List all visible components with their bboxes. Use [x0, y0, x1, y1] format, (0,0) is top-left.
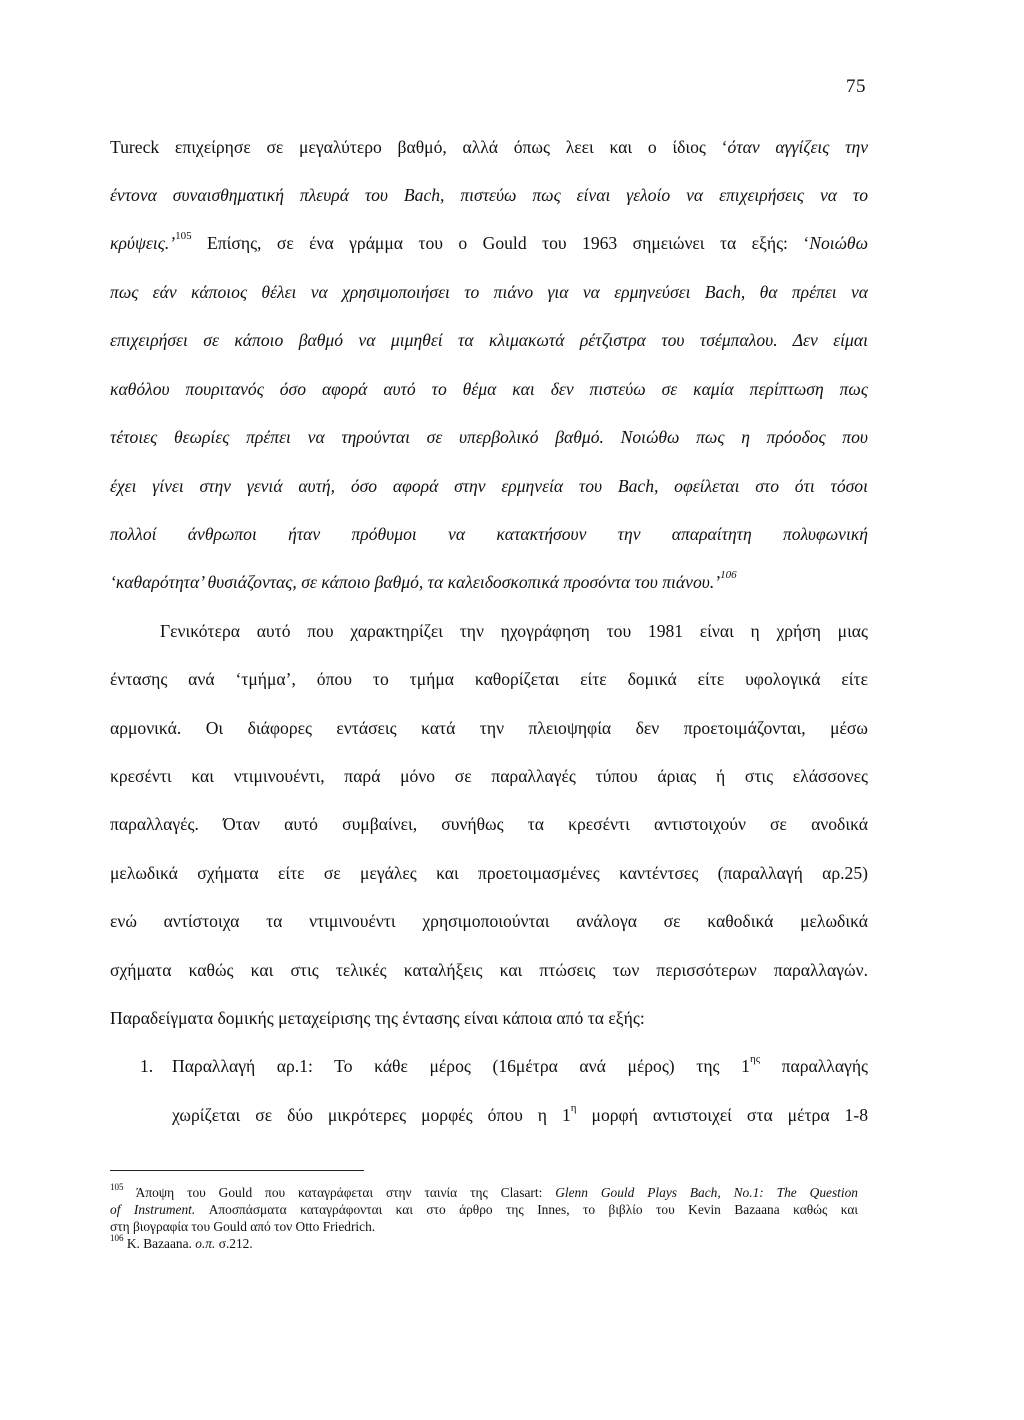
text-line: ενώ αντίστοιχα τα ντιμινουέντι χρησιμοποιούνται ανάλογα σε καθοδικά μελωδικά	[110, 911, 868, 931]
text-line: Γενικότερα αυτό που χαρακτηρίζει την ηχογράφηση του 1981 είναι η χρήση μιας	[160, 621, 868, 641]
footnote-106: $^{106}$ K. Bazaana. ο.π. σ.212.	[110, 1232, 253, 1251]
text-line: σχήματα καθώς και στις τελικές καταλήξεις και πτώσεις των περισσότερων παραλλαγών.	[110, 960, 868, 980]
footnote-105-cont: of Instrument. Αποσπάσματα καταγράφονται και στο άρθρο της Innes, το βιβλίο του Kevin Bazaana καθώς και	[110, 1202, 858, 1217]
text-line: Παραδείγματα δομικής μεταχείρισης της έντασης είναι κάποια από τα εξής:	[110, 1008, 645, 1028]
footnote-divider	[110, 1170, 364, 1171]
footnote-105: $^{105}$ Άποψη του Gould που καταγράφεται στην ταινία της Clasart: Glenn Gould Plays Bach, No.1: The Question	[110, 1181, 858, 1200]
footnote-105-cont: στη βιογραφία του Gould από τον Otto Friedrich.	[110, 1219, 376, 1234]
text-line: έντασης ανά ‘τμήμα’, όπου το τμήμα καθορίζεται είτε δομικά είτε υφολογικά είτε	[110, 669, 868, 689]
text-line: Παραλλαγή αρ.1: Το κάθε μέρος (16μέτρα ανά μέρος) της $1^{\eta\varsigma}$ παραλλαγής	[172, 1053, 868, 1076]
text-line: πολλοί άνθρωποι ήταν πρόθυμοι να κατακτήσουν την απαραίτητη πολυφωνική	[110, 524, 868, 544]
text-line: τέτοιες θεωρίες πρέπει να τηρούνται σε υπερβολικό βαθμό. Νοιώθω πως η πρόοδος που	[110, 427, 868, 447]
text-line: παραλλαγές. Όταν αυτό συμβαίνει, συνήθως τα κρεσέντι αντιστοιχούν σε ανοδικά	[110, 814, 868, 834]
text-line: έντονα συναισθηματική πλευρά του Bach, πιστεύω πως είναι γελοίο να επιχειρήσεις να το	[110, 185, 868, 205]
text-line: πως εάν κάποιος θέλει να χρησιμοποιήσει το πιάνο για να ερμηνεύσει Bach, θα πρέπει να	[110, 282, 868, 302]
text-line: έχει γίνει στην γενιά αυτή, όσο αφορά στην ερμηνεία του Bach, οφείλεται στο ότι τόσοι	[110, 476, 868, 496]
text-line: Tureck επιχείρησε σε μεγαλύτερο βαθμό, αλλά όπως λεει και ο ίδιος ‘όταν αγγίζεις την	[110, 137, 869, 157]
page-number: 75	[846, 76, 866, 97]
text-line: αρμονικά. Οι διάφορες εντάσεις κατά την πλειοψηφία δεν προετοιμάζονται, μέσω	[110, 718, 868, 738]
text-line: χωρίζεται σε δύο μικρότερες μορφές όπου η $1^\eta$ μορφή αντιστοιχεί στα μέτρα 1-8	[172, 1102, 869, 1125]
footnote-ref-106[interactable]: 106	[720, 569, 737, 582]
text-line: κρύψεις.’$^{105}$ Επίσης, σε ένα γράμμα του ο Gould του 1963 σημειώνει τα εξής: ‘Νοιώθω	[110, 230, 868, 253]
text-line: μελωδικά σχήματα είτε σε μεγάλες και προετοιμασμένες καντέντσες (παραλλαγή αρ.25)	[110, 863, 868, 883]
text-line: επιχειρήσει σε κάποιο βαθμό να μιμηθεί τα κλιμακωτά ρέτζιστρα του τσέμπαλου. Δεν είμαι	[110, 330, 868, 350]
text-line: καθόλου πουριτανός όσο αφορά αυτό το θέμα και δεν πιστεύω σε καμία περίπτωση πως	[110, 379, 868, 399]
text-line: ‘καθαρότητα’ θυσιάζοντας, σε κάποιο βαθμό, τα καλειδοσκοπικά προσόντα του πιάνου.’$^{106}$	[110, 569, 737, 592]
list-number: 1.	[140, 1056, 154, 1076]
text-line: κρεσέντι και ντιμινουέντι, παρά μόνο σε παραλλαγές τύπου άριας ή στις ελάσσονες	[110, 766, 868, 786]
footnote-ref-105[interactable]: 105	[175, 230, 192, 243]
